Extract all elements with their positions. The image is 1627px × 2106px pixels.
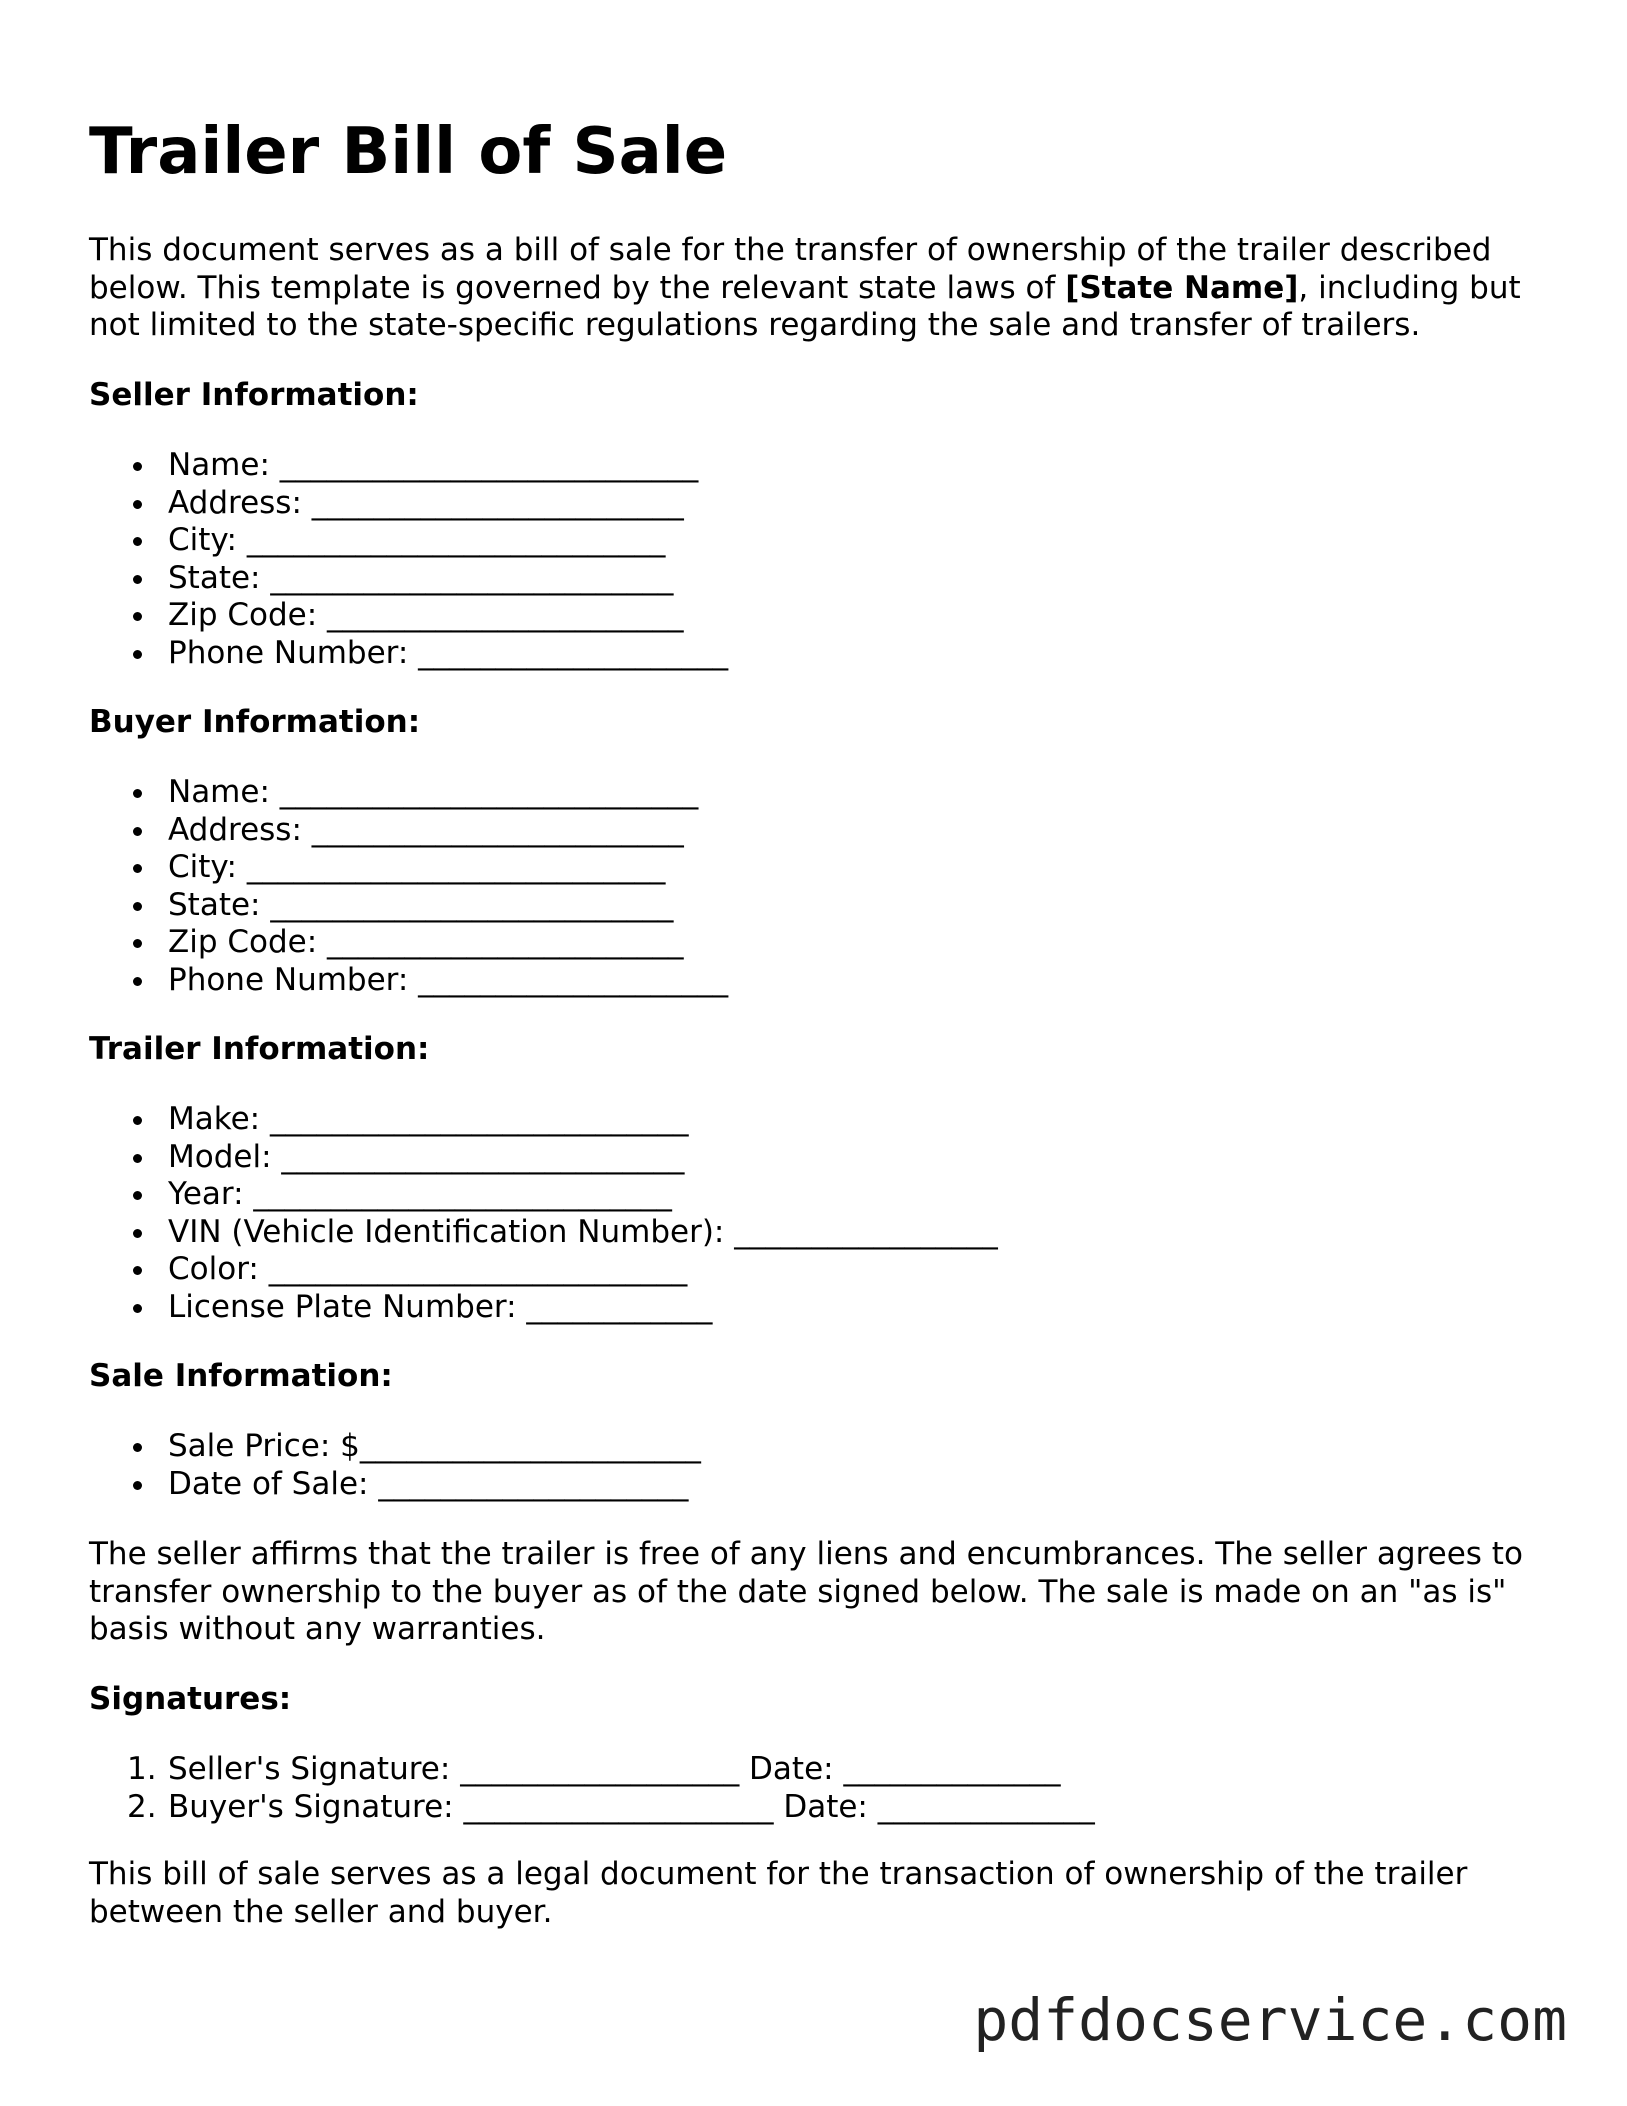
date-blank: ______________ <box>877 1788 1095 1825</box>
field-label: VIN (Vehicle Identification Number): <box>168 1213 725 1250</box>
date-label: Date: <box>749 1751 834 1787</box>
trailer-license-plate-field[interactable] <box>89 1289 998 1327</box>
field-blank: ___________________________ <box>246 522 666 558</box>
state-name-placeholder: [State Name] <box>1065 269 1299 306</box>
seller-state-field[interactable] <box>89 560 728 598</box>
field-blank: __________________________ <box>281 1138 685 1175</box>
seller-address-field[interactable] <box>89 485 728 523</box>
field-blank: __________________________ <box>270 886 674 923</box>
field-label: Sale Price: $ <box>168 1428 360 1464</box>
field-label: Year: <box>168 1176 244 1212</box>
field-blank: ___________________________ <box>253 1176 672 1212</box>
sale-field-list <box>89 1428 701 1503</box>
buyer-city-field[interactable] <box>89 849 728 887</box>
field-blank: ____________________ <box>378 1465 689 1502</box>
seller-field-list <box>89 447 728 672</box>
document-title: Trailer Bill of Sale <box>89 115 728 189</box>
field-blank: _______________________ <box>327 597 684 633</box>
intro-text-after: , including but not limited to the state-specific regulations regarding the sale and transfer of trailers. <box>89 269 1521 343</box>
buyer-address-field[interactable] <box>89 812 728 850</box>
field-blank: ____________ <box>526 1288 713 1325</box>
seller-heading: Seller Information: <box>89 377 419 413</box>
seller-name-field[interactable] <box>89 447 728 485</box>
seller-signature-line[interactable] <box>89 1751 1095 1789</box>
buyer-signature-line[interactable] <box>89 1789 1095 1827</box>
field-blank: ___________________________ <box>246 849 666 885</box>
field-blank: ___________________________ <box>279 774 699 810</box>
signature-label: Seller's Signature: <box>168 1751 451 1787</box>
buyer-heading: Buyer Information: <box>89 704 421 740</box>
seller-zip-field[interactable] <box>89 597 728 635</box>
trailer-year-field[interactable] <box>89 1176 998 1214</box>
field-blank: __________________________ <box>270 559 674 596</box>
affirmation-paragraph: The seller affirms that the trailer is free of any liens and encumbrances. The seller agrees to transfer ownership to the buyer as of the date signed below. The sale is made on an "as is" basis without any warranties. <box>89 1536 1523 1647</box>
sale-price-field[interactable] <box>89 1428 701 1466</box>
closing-paragraph: This bill of sale serves as a legal document for the transaction of ownership of the trailer between the seller and buyer. <box>89 1856 1468 1930</box>
field-label: Address: <box>168 484 302 521</box>
field-label: City: <box>168 849 237 885</box>
field-blank: ___________________________ <box>269 1101 689 1137</box>
field-label: Name: <box>168 447 270 483</box>
buyer-zip-field[interactable] <box>89 924 728 962</box>
watermark-text: pdfdocservice.com <box>973 1986 1567 2054</box>
trailer-make-field[interactable] <box>89 1101 998 1139</box>
field-label: State: <box>168 886 261 923</box>
buyer-name-field[interactable] <box>89 774 728 812</box>
intro-text-before: This document serves as a bill of sale for the transfer of ownership of the trailer described below. This template is governed by the relevant state laws of <box>89 232 1492 306</box>
signature-label: Buyer's Signature: <box>168 1788 454 1825</box>
buyer-state-field[interactable] <box>89 887 728 925</box>
date-label: Date: <box>783 1788 868 1825</box>
field-label: Phone Number: <box>168 961 409 998</box>
trailer-field-list <box>89 1101 998 1326</box>
field-label: Zip Code: <box>168 597 318 633</box>
date-blank: ______________ <box>843 1751 1061 1787</box>
field-label: Zip Code: <box>168 924 318 960</box>
field-blank: ________________________ <box>311 811 684 848</box>
field-blank: ___________________________ <box>268 1251 688 1287</box>
list-number: 2. <box>127 1788 157 1825</box>
seller-phone-field[interactable] <box>89 635 728 673</box>
field-label: State: <box>168 559 261 596</box>
field-label: License Plate Number: <box>168 1288 517 1325</box>
field-blank: _________________ <box>734 1213 998 1250</box>
signature-blank: __________________ <box>460 1751 740 1787</box>
field-label: Make: <box>168 1101 261 1137</box>
buyer-phone-field[interactable] <box>89 962 728 1000</box>
list-number: 1. <box>127 1751 157 1787</box>
field-label: Model: <box>168 1138 272 1175</box>
field-label: Date of Sale: <box>168 1465 369 1502</box>
sale-heading: Sale Information: <box>89 1358 393 1394</box>
buyer-field-list <box>89 774 728 999</box>
field-blank: ______________________ <box>359 1428 701 1464</box>
intro-paragraph <box>89 232 1549 345</box>
signatures-heading: Signatures: <box>89 1681 292 1717</box>
trailer-model-field[interactable] <box>89 1139 998 1177</box>
sale-date-field[interactable] <box>89 1466 701 1504</box>
field-blank: ____________________ <box>418 634 729 671</box>
field-label: City: <box>168 522 237 558</box>
signature-list <box>89 1751 1095 1826</box>
trailer-color-field[interactable] <box>89 1251 998 1289</box>
field-blank: _______________________ <box>327 924 684 960</box>
trailer-vin-field[interactable] <box>89 1214 998 1252</box>
field-label: Name: <box>168 774 270 810</box>
seller-city-field[interactable] <box>89 522 728 560</box>
field-blank: ___________________________ <box>279 447 699 483</box>
trailer-heading: Trailer Information: <box>89 1031 430 1067</box>
field-label: Phone Number: <box>168 634 409 671</box>
signature-blank: ____________________ <box>463 1788 774 1825</box>
field-label: Address: <box>168 811 302 848</box>
field-label: Color: <box>168 1251 259 1287</box>
field-blank: ____________________ <box>418 961 729 998</box>
field-blank: ________________________ <box>311 484 684 521</box>
